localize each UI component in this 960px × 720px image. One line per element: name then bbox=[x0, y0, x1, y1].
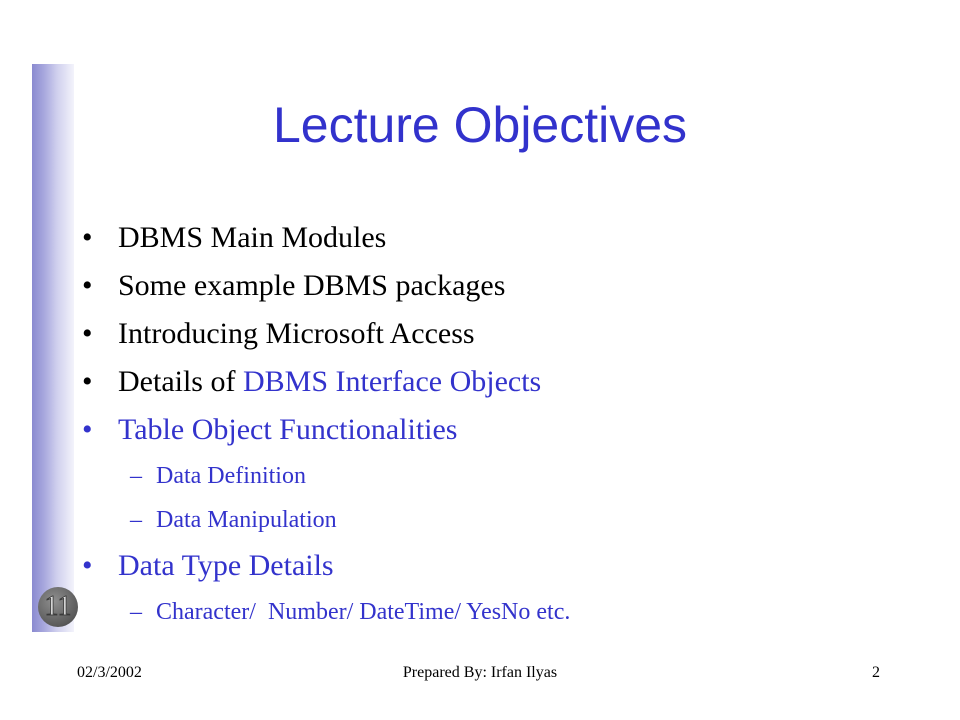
bullet-item bbox=[82, 358, 570, 406]
bullet-text-highlight: DBMS Interface Objects bbox=[242, 365, 542, 398]
bullet-text: Data Type Details bbox=[118, 549, 334, 582]
dash-icon: – bbox=[130, 507, 142, 533]
footer-author: Prepared By: Irfan Ilyas bbox=[402, 664, 558, 681]
bullet-text bbox=[118, 365, 541, 398]
slide-number-badge: 11 bbox=[38, 587, 78, 627]
dash-icon: – bbox=[130, 463, 142, 489]
bullet-icon: • bbox=[82, 269, 93, 302]
sub-bullet-item bbox=[82, 498, 570, 542]
bullet-icon: • bbox=[82, 549, 93, 582]
sub-bullet-text: Data Definition bbox=[156, 463, 306, 489]
dash-icon: – bbox=[130, 599, 142, 625]
sub-bullet-text: Character/ Number/ DateTime/ YesNo etc. bbox=[156, 599, 571, 625]
footer-page-number: 2 bbox=[872, 664, 880, 681]
sub-bullet-item bbox=[82, 590, 570, 634]
bullet-item bbox=[82, 214, 570, 262]
bullet-item bbox=[82, 542, 570, 590]
objectives-list bbox=[82, 214, 570, 634]
slide-title: Lecture Objectives bbox=[272, 97, 688, 153]
sub-bullet-item bbox=[82, 454, 570, 498]
bullet-text: Table Object Functionalities bbox=[118, 413, 458, 446]
bullet-item bbox=[82, 310, 570, 358]
bullet-item bbox=[82, 406, 570, 454]
bullet-text: DBMS Main Modules bbox=[118, 221, 387, 254]
footer-date: 02/3/2002 bbox=[77, 664, 142, 681]
bullet-item bbox=[82, 262, 570, 310]
bullet-icon: • bbox=[82, 221, 93, 254]
bullet-text-plain: Details of bbox=[118, 365, 243, 398]
bullet-icon: • bbox=[82, 317, 93, 350]
sub-bullet-text: Data Manipulation bbox=[156, 507, 337, 533]
bullet-text: Introducing Microsoft Access bbox=[118, 317, 475, 350]
bullet-text: Some example DBMS packages bbox=[118, 269, 506, 302]
bullet-icon: • bbox=[82, 365, 93, 398]
bullet-icon: • bbox=[82, 413, 93, 446]
